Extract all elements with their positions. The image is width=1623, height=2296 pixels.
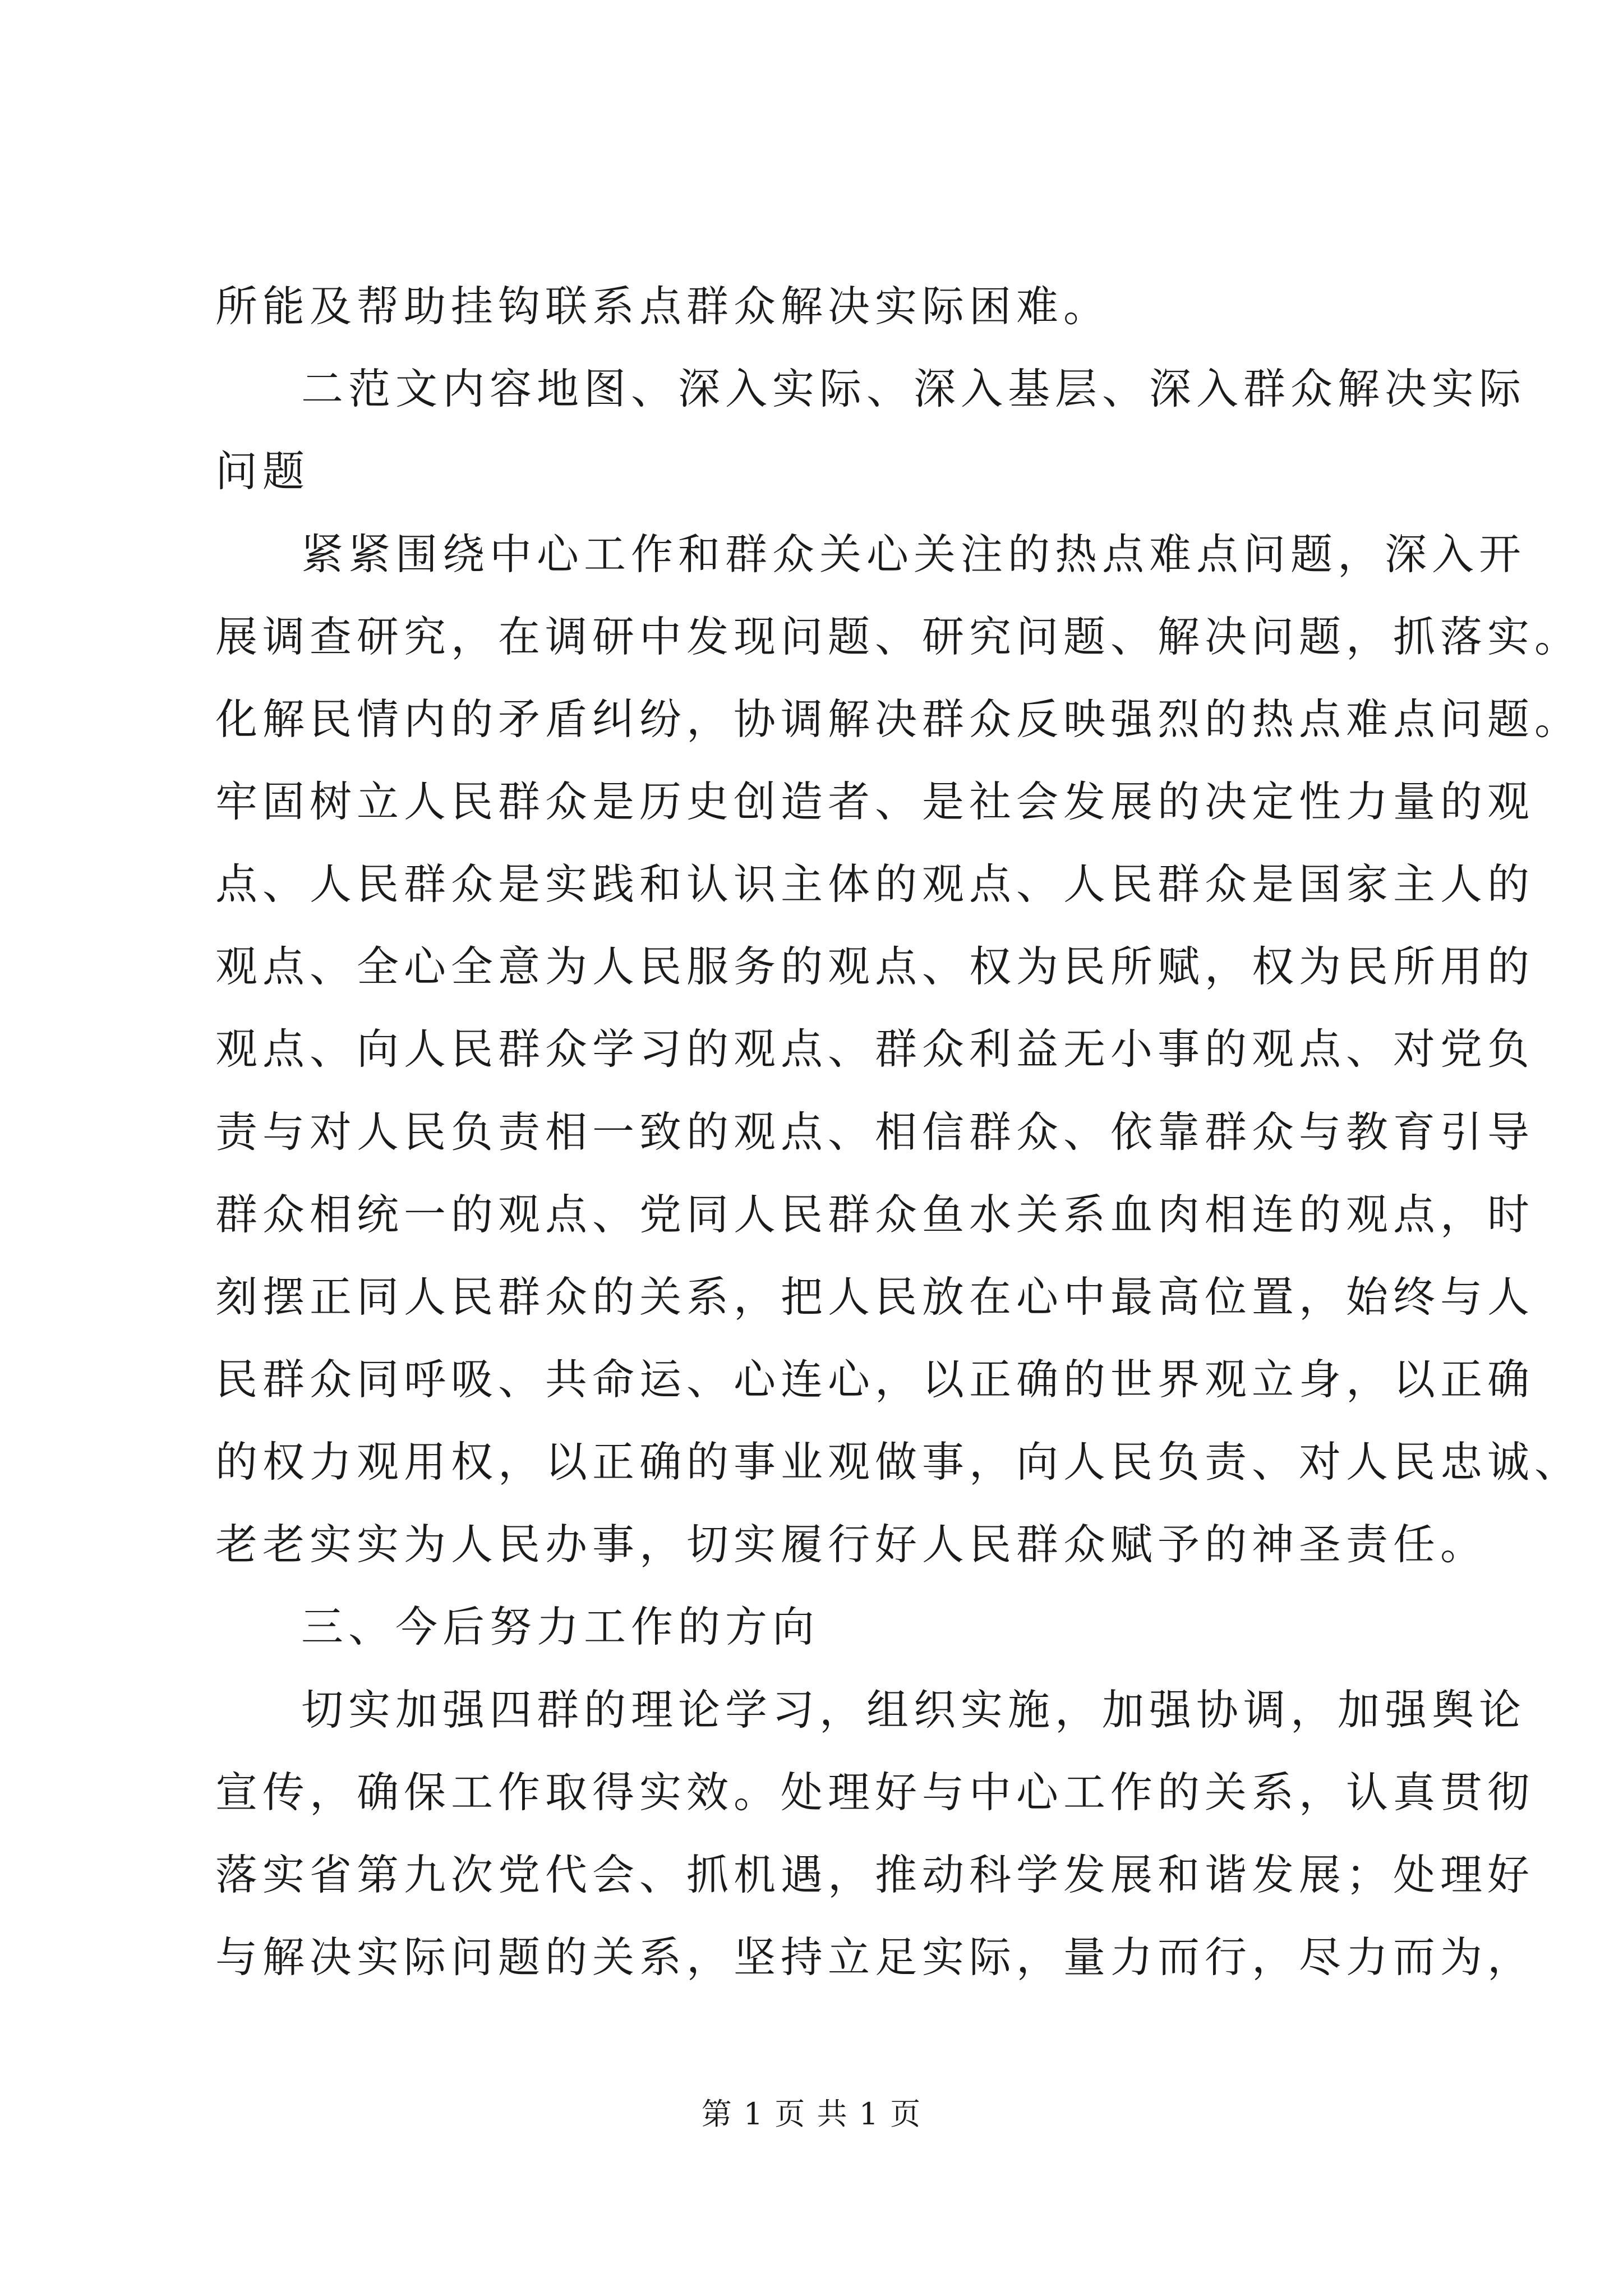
body-line: 观点、向人民群众学习的观点、群众利益无小事的观点、对党负 bbox=[215, 1024, 1535, 1074]
body-line: 化解民情内的矛盾纠纷，协调解决群众反映强烈的热点难点问题。 bbox=[215, 694, 1582, 744]
body-line: 牢固树立人民群众是历史创造者、是社会发展的决定性力量的观 bbox=[215, 777, 1535, 826]
body-line: 点、人民群众是实践和认识主体的观点、人民群众是国家主人的 bbox=[215, 859, 1535, 909]
section-heading-line: 问题 bbox=[215, 447, 310, 496]
body-line: 观点、全心全意为人民服务的观点、权为民所赋，权为民所用的 bbox=[215, 942, 1535, 991]
body-line: 与解决实际问题的关系，坚持立足实际，量力而行，尽力而为， bbox=[215, 1932, 1535, 1982]
body-line: 刻摆正同人民群众的关系，把人民放在心中最高位置，始终与人 bbox=[215, 1272, 1535, 1322]
body-line: 责与对人民负责相一致的观点、相信群众、依靠群众与教育引导 bbox=[215, 1107, 1535, 1157]
body-line: 紧紧围绕中心工作和群众关心关注的热点难点问题，深入开 bbox=[301, 530, 1527, 579]
body-line: 宣传，确保工作取得实效。处理好与中心工作的关系，认真贯彻 bbox=[215, 1768, 1535, 1817]
body-line: 所能及帮助挂钩联系点群众解决实际困难。 bbox=[215, 282, 1111, 331]
body-line: 民群众同呼吸、共命运、心连心，以正确的世界观立身，以正确 bbox=[215, 1355, 1535, 1404]
body-line: 老老实实为人民办事，切实履行好人民群众赋予的神圣责任。 bbox=[215, 1520, 1488, 1569]
body-line: 展调查研究，在调研中发现问题、研究问题、解决问题，抓落实。 bbox=[215, 612, 1582, 661]
body-line: 的权力观用权，以正确的事业观做事，向人民负责、对人民忠诚、 bbox=[215, 1437, 1582, 1487]
section-heading-line: 二范文内容地图、深入实际、深入基层、深入群众解决实际 bbox=[301, 364, 1527, 413]
section-heading-line: 三、今后努力工作的方向 bbox=[301, 1602, 820, 1651]
body-line: 落实省第九次党代会、抓机遇，推动科学发展和谐发展；处理好 bbox=[215, 1850, 1535, 1899]
body-line: 切实加强四群的理论学习，组织实施，加强协调，加强舆论 bbox=[301, 1685, 1527, 1734]
body-line: 群众相统一的观点、党同人民群众鱼水关系血肉相连的观点，时 bbox=[215, 1190, 1535, 1239]
page-number-footer: 第 1 页 共 1 页 bbox=[701, 2096, 922, 2132]
